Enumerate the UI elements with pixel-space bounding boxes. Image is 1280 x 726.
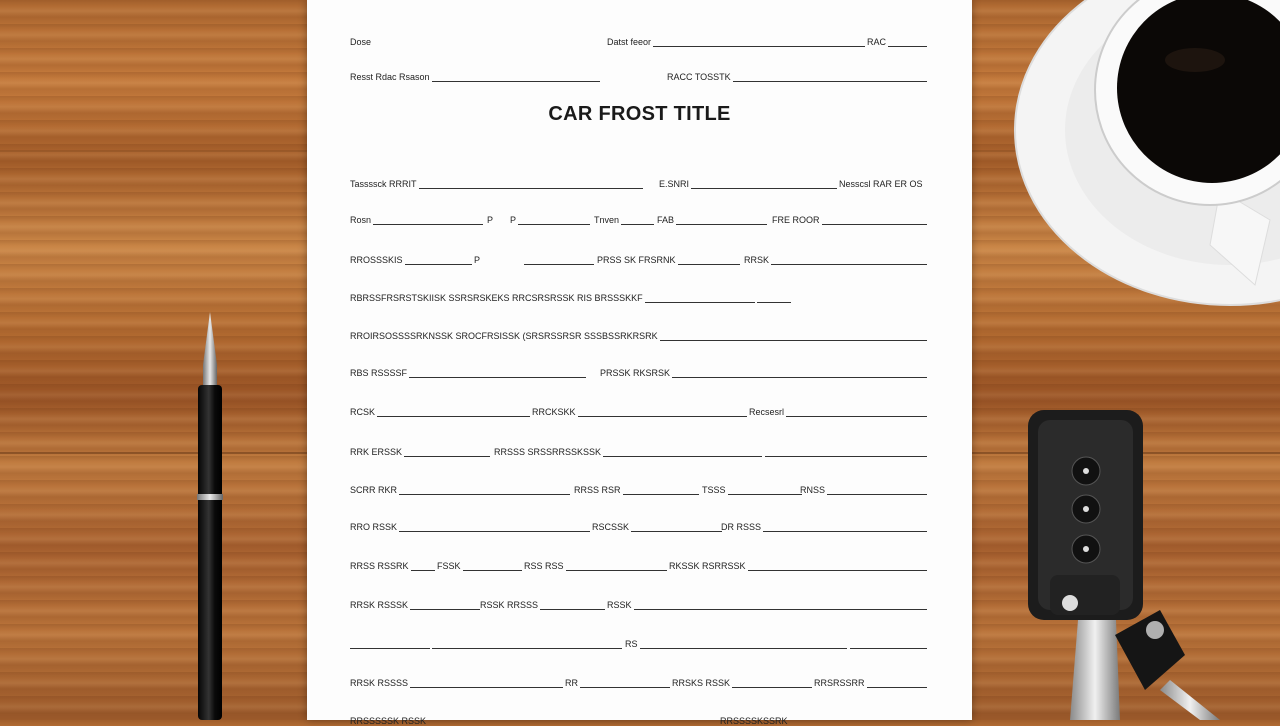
form-field-label: Tnven (594, 215, 620, 225)
form-field-blank-line (540, 600, 605, 610)
form-field-label: P (487, 215, 494, 225)
form-field (350, 211, 483, 225)
form-field-label: RRSSSSSK RSSK (350, 716, 427, 726)
form-field-blank-line (623, 485, 699, 495)
form-field-label: SCRR RKR (350, 485, 398, 495)
form-row (307, 674, 972, 688)
form-field-label: RRSS RSSRK (350, 561, 409, 571)
form-row (307, 635, 972, 649)
form-field-blank-line (888, 37, 927, 47)
form-field-label: RRSK RSSSK (350, 600, 409, 610)
form-field-label: RRSRSSRR (814, 678, 865, 688)
form-field (720, 712, 920, 726)
form-field-label: P (474, 255, 481, 265)
form-field-blank-line (566, 561, 667, 571)
pen-icon (190, 310, 230, 720)
car-key-fob-icon (1020, 405, 1240, 720)
form-field-label: RRSK (744, 255, 770, 265)
form-field (474, 251, 486, 265)
form-field-label: RR (565, 678, 578, 688)
form-field-blank-line (786, 407, 927, 417)
form-field-label: FAB (657, 215, 675, 225)
form-field-label: PRSS SK FRSRNK (597, 255, 676, 265)
form-field-label: RRO RSSK (350, 522, 398, 532)
form-field (565, 674, 670, 688)
form-field-label: RSSK RRSSS (480, 600, 539, 610)
form-field-blank-line (757, 293, 791, 303)
form-field-blank-line (410, 600, 480, 610)
form-field-blank-line (580, 678, 670, 688)
form-field (765, 443, 927, 457)
form-field (350, 596, 480, 610)
form-field (350, 251, 472, 265)
form-row (307, 211, 972, 225)
form-field-blank-line (621, 215, 654, 225)
form-field (437, 557, 522, 571)
form-field-blank-line (732, 678, 812, 688)
form-field-blank-line (399, 485, 570, 495)
form-field-blank-line (524, 255, 594, 265)
form-field (607, 33, 865, 47)
form-field (350, 518, 590, 532)
form-row (307, 557, 972, 571)
form-field-blank-line (640, 639, 847, 649)
form-field-label: RRSSSSKSSRK (720, 716, 788, 726)
form-field-blank-line (691, 179, 837, 189)
form-field-blank-line (377, 407, 530, 417)
form-field-label: RNSS (800, 485, 826, 495)
form-row (307, 68, 972, 82)
form-field-label: RBS RSSSSF (350, 368, 408, 378)
form-field (494, 443, 762, 457)
form-field (350, 175, 643, 189)
form-field (510, 211, 590, 225)
form-field (432, 635, 622, 649)
form-field (350, 289, 755, 303)
form-field (814, 674, 927, 688)
form-field-blank-line (645, 293, 755, 303)
form-field-label: Nesscsl RAR ER OS (839, 179, 923, 189)
form-field-blank-line (432, 72, 600, 82)
form-field-blank-line (653, 37, 865, 47)
form-field-label: RRSSS SRSSRRSSKSSK (494, 447, 602, 457)
form-field (625, 635, 847, 649)
form-field-blank-line (733, 72, 927, 82)
form-field (702, 481, 802, 495)
form-field (657, 211, 767, 225)
form-field-label: RACC TOSSTK (667, 72, 731, 82)
form-row (307, 443, 972, 457)
form-row (307, 175, 972, 189)
coffee-cup-icon (1010, 0, 1280, 310)
form-field-blank-line (603, 447, 762, 457)
form-field-label: RSCSSK (592, 522, 630, 532)
form-field (350, 674, 563, 688)
form-field-blank-line (827, 485, 927, 495)
form-field-label: P (510, 215, 517, 225)
form-field-label: DR RSSS (721, 522, 762, 532)
form-field-blank-line (404, 447, 490, 457)
form-field (867, 33, 927, 47)
form-field-label: Recsesrl (749, 407, 785, 417)
form-field-label: PRSSK RKSRSK (600, 368, 671, 378)
form-field-label: Tassssck RRRIT (350, 179, 417, 189)
form-row (307, 596, 972, 610)
form-field (350, 68, 600, 82)
form-field-label: RROSSSKIS (350, 255, 403, 265)
form-field-label: FSSK (437, 561, 461, 571)
form-field-label: RRCKSKK (532, 407, 576, 417)
form-field-blank-line (822, 215, 927, 225)
form-field (600, 364, 927, 378)
form-row (307, 518, 972, 532)
form-field-label: RRSS RSR (574, 485, 621, 495)
form-field (532, 403, 747, 417)
form-field-label: RAC (867, 37, 887, 47)
form-field-blank-line (765, 447, 927, 457)
form-field (669, 557, 927, 571)
form-field-label: FRE ROOR (772, 215, 820, 225)
form-field-blank-line (748, 561, 927, 571)
form-field-label: TSSS (702, 485, 726, 495)
form-field-blank-line (411, 561, 435, 571)
form-field-blank-line (634, 600, 927, 610)
form-field-blank-line (578, 407, 747, 417)
form-field (839, 175, 927, 189)
form-field (487, 211, 502, 225)
form-field-label: RRK ERSSK (350, 447, 403, 457)
form-field (592, 518, 722, 532)
form-field (607, 596, 927, 610)
form-field-label: Rosn (350, 215, 372, 225)
form-field-label: RCSK (350, 407, 376, 417)
form-field (667, 68, 927, 82)
form-field (350, 33, 410, 47)
form-field-blank-line (631, 522, 722, 532)
form-field-blank-line (419, 179, 643, 189)
form-field-blank-line (672, 368, 927, 378)
car-title-form-document (307, 0, 972, 726)
form-field (659, 175, 837, 189)
form-field (480, 596, 605, 610)
form-field (350, 327, 927, 341)
form-field-label: Datst feeor (607, 37, 652, 47)
form-field-label: RROIRSOSSSSRKNSSK SROCFRSISSK (SRSRSSRSR SSSBSSRKRSRK (350, 331, 658, 341)
form-field-blank-line (728, 485, 802, 495)
form-row (307, 481, 972, 495)
form-field (350, 712, 550, 726)
form-field-blank-line (373, 215, 483, 225)
form-field-blank-line (660, 331, 927, 341)
form-field-blank-line (463, 561, 522, 571)
form-field (744, 251, 927, 265)
form-field-blank-line (399, 522, 590, 532)
form-field (350, 557, 435, 571)
form-field-label: RRSK RSSSS (350, 678, 409, 688)
form-field (350, 635, 430, 649)
form-field-label: RS (625, 639, 638, 649)
form-field (672, 674, 812, 688)
form-field (757, 289, 791, 303)
form-field (850, 635, 927, 649)
form-field-label: E.SNRI (659, 179, 690, 189)
form-row (307, 251, 972, 265)
form-field (524, 557, 667, 571)
form-field (350, 403, 530, 417)
form-field-blank-line (432, 639, 622, 649)
form-row (307, 364, 972, 378)
form-field (350, 443, 490, 457)
form-field-label: Resst Rdac Rsason (350, 72, 430, 82)
form-row (307, 289, 972, 303)
form-field (350, 364, 586, 378)
form-field-blank-line (409, 368, 586, 378)
form-row (307, 712, 972, 726)
form-field-blank-line (678, 255, 740, 265)
form-field (594, 211, 654, 225)
form-field (350, 481, 570, 495)
form-field-blank-line (518, 215, 590, 225)
form-field-label: RRSKS RSSK (672, 678, 731, 688)
form-field-blank-line (410, 678, 563, 688)
form-field (721, 518, 927, 532)
form-field (749, 403, 927, 417)
form-field-blank-line (676, 215, 767, 225)
form-row (307, 403, 972, 417)
form-field-blank-line (867, 678, 927, 688)
form-field-blank-line (771, 255, 927, 265)
form-title: CAR FROST TITLE (548, 103, 731, 125)
form-field (800, 481, 927, 495)
form-field-label: RSS RSS (524, 561, 564, 571)
form-field-label: Dose (350, 37, 372, 47)
form-field-blank-line (763, 522, 927, 532)
form-row (307, 327, 972, 341)
form-field-label: RKSSK RSRRSSK (669, 561, 746, 571)
form-field-blank-line (850, 639, 927, 649)
form-field-label: RSSK (607, 600, 632, 610)
form-row (307, 33, 972, 47)
form-field-label: RBRSSFRSRSTSKIISK SSRSRSKEKS RRCSRSRSSK RIS BRSSSKKF (350, 293, 643, 303)
form-field (574, 481, 699, 495)
form-field (772, 211, 927, 225)
form-field (524, 251, 594, 265)
form-field-blank-line (405, 255, 472, 265)
form-field (597, 251, 740, 265)
form-field-blank-line (350, 639, 430, 649)
